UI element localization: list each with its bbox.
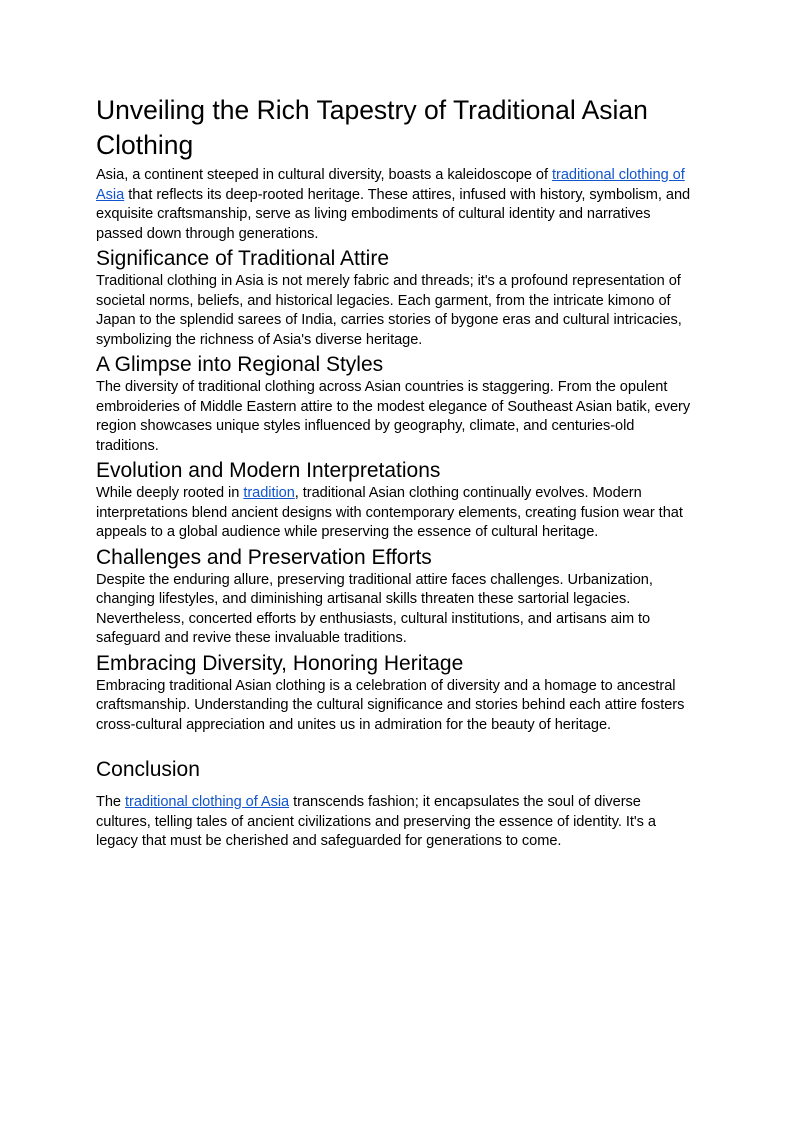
heading-evolution: Evolution and Modern Interpretations (96, 459, 441, 482)
conclusion-link-traditional-clothing[interactable]: traditional clothing of Asia (125, 794, 290, 810)
section-spacer (96, 738, 696, 758)
paragraph-significance: Traditional clothing in Asia is not merely fabric and threads; it's a profound representation of societal norms, beliefs, and historical legacies. Each garment, from the intricate kimono of Japan to the splendid sarees of India, carries stories of bygone eras and cultural intricacies, symbolizing the richness of Asia's diverse heritage. (96, 273, 682, 348)
document-page (96, 93, 696, 855)
page-title: Unveiling the Rich Tapestry of Traditional Asian Clothing (96, 95, 648, 160)
heading-regional-styles: A Glimpse into Regional Styles (96, 353, 384, 376)
intro-text-before: Asia, a continent steeped in cultural diversity, boasts a kaleidoscope of (96, 167, 552, 183)
conclusion-text-before: The (96, 794, 126, 810)
conclusion-text-after: transcends fashion; it encapsulates the soul of diverse cultures, telling tales of ancient civilizations and preserving the essence of identity. It's a legacy that must be cherished and safeguarded for generations to come. (96, 794, 656, 849)
evolution-link-tradition[interactable]: tradition (243, 485, 295, 501)
evolution-text-before: While deeply rooted in (96, 485, 244, 501)
heading-challenges: Challenges and Preservation Efforts (96, 545, 432, 569)
heading-conclusion: Conclusion (96, 758, 200, 781)
evolution-text-after: , traditional Asian clothing continually evolves. Modern interpretations blend ancient designs with contemporary elements, creating fusion wear that appeals to a global audience while preserving the essence of cultural heritage. (96, 485, 683, 540)
intro-text-after: that reflects its deep-rooted heritage. These attires, infused with history, symbolism, and exquisite craftsmanship, serve as living embodiments of cultural identity and narratives passed down through generations. (96, 186, 691, 242)
paragraph-regional-styles: The diversity of traditional clothing across Asian countries is staggering. From the opulent embroideries of Middle Eastern attire to the modest elegance of Southeast Asian batik, every region showcases unique styles influenced by geography, climate, and centuries-old traditions. (96, 379, 691, 454)
paragraph-conclusion (96, 793, 696, 852)
heading-embracing: Embracing Diversity, Honoring Heritage (96, 651, 464, 675)
intro-link-traditional-clothing[interactable]: traditional clothing of Asia (96, 167, 685, 203)
paragraph-challenges: Despite the enduring allure, preserving traditional attire faces challenges. Urbanization, changing lifestyles, and diminishing artisanal skills threaten these sartorial legacies. Nevertheless, concerted efforts by enthusiasts, cultural institutions, and artisans aim to safeguard and revive these invaluable traditions. (96, 571, 653, 646)
paragraph-embracing: Embracing traditional Asian clothing is a celebration of diversity and a homage to ancestral craftsmanship. Understanding the cultural significance and stories behind each attire fosters cross-cultural appreciation and unites us in admiration for the beauty of heritage. (96, 677, 685, 733)
paragraph-evolution (96, 484, 696, 543)
intro-paragraph (96, 166, 696, 244)
heading-significance: Significance of Traditional Attire (96, 247, 389, 270)
